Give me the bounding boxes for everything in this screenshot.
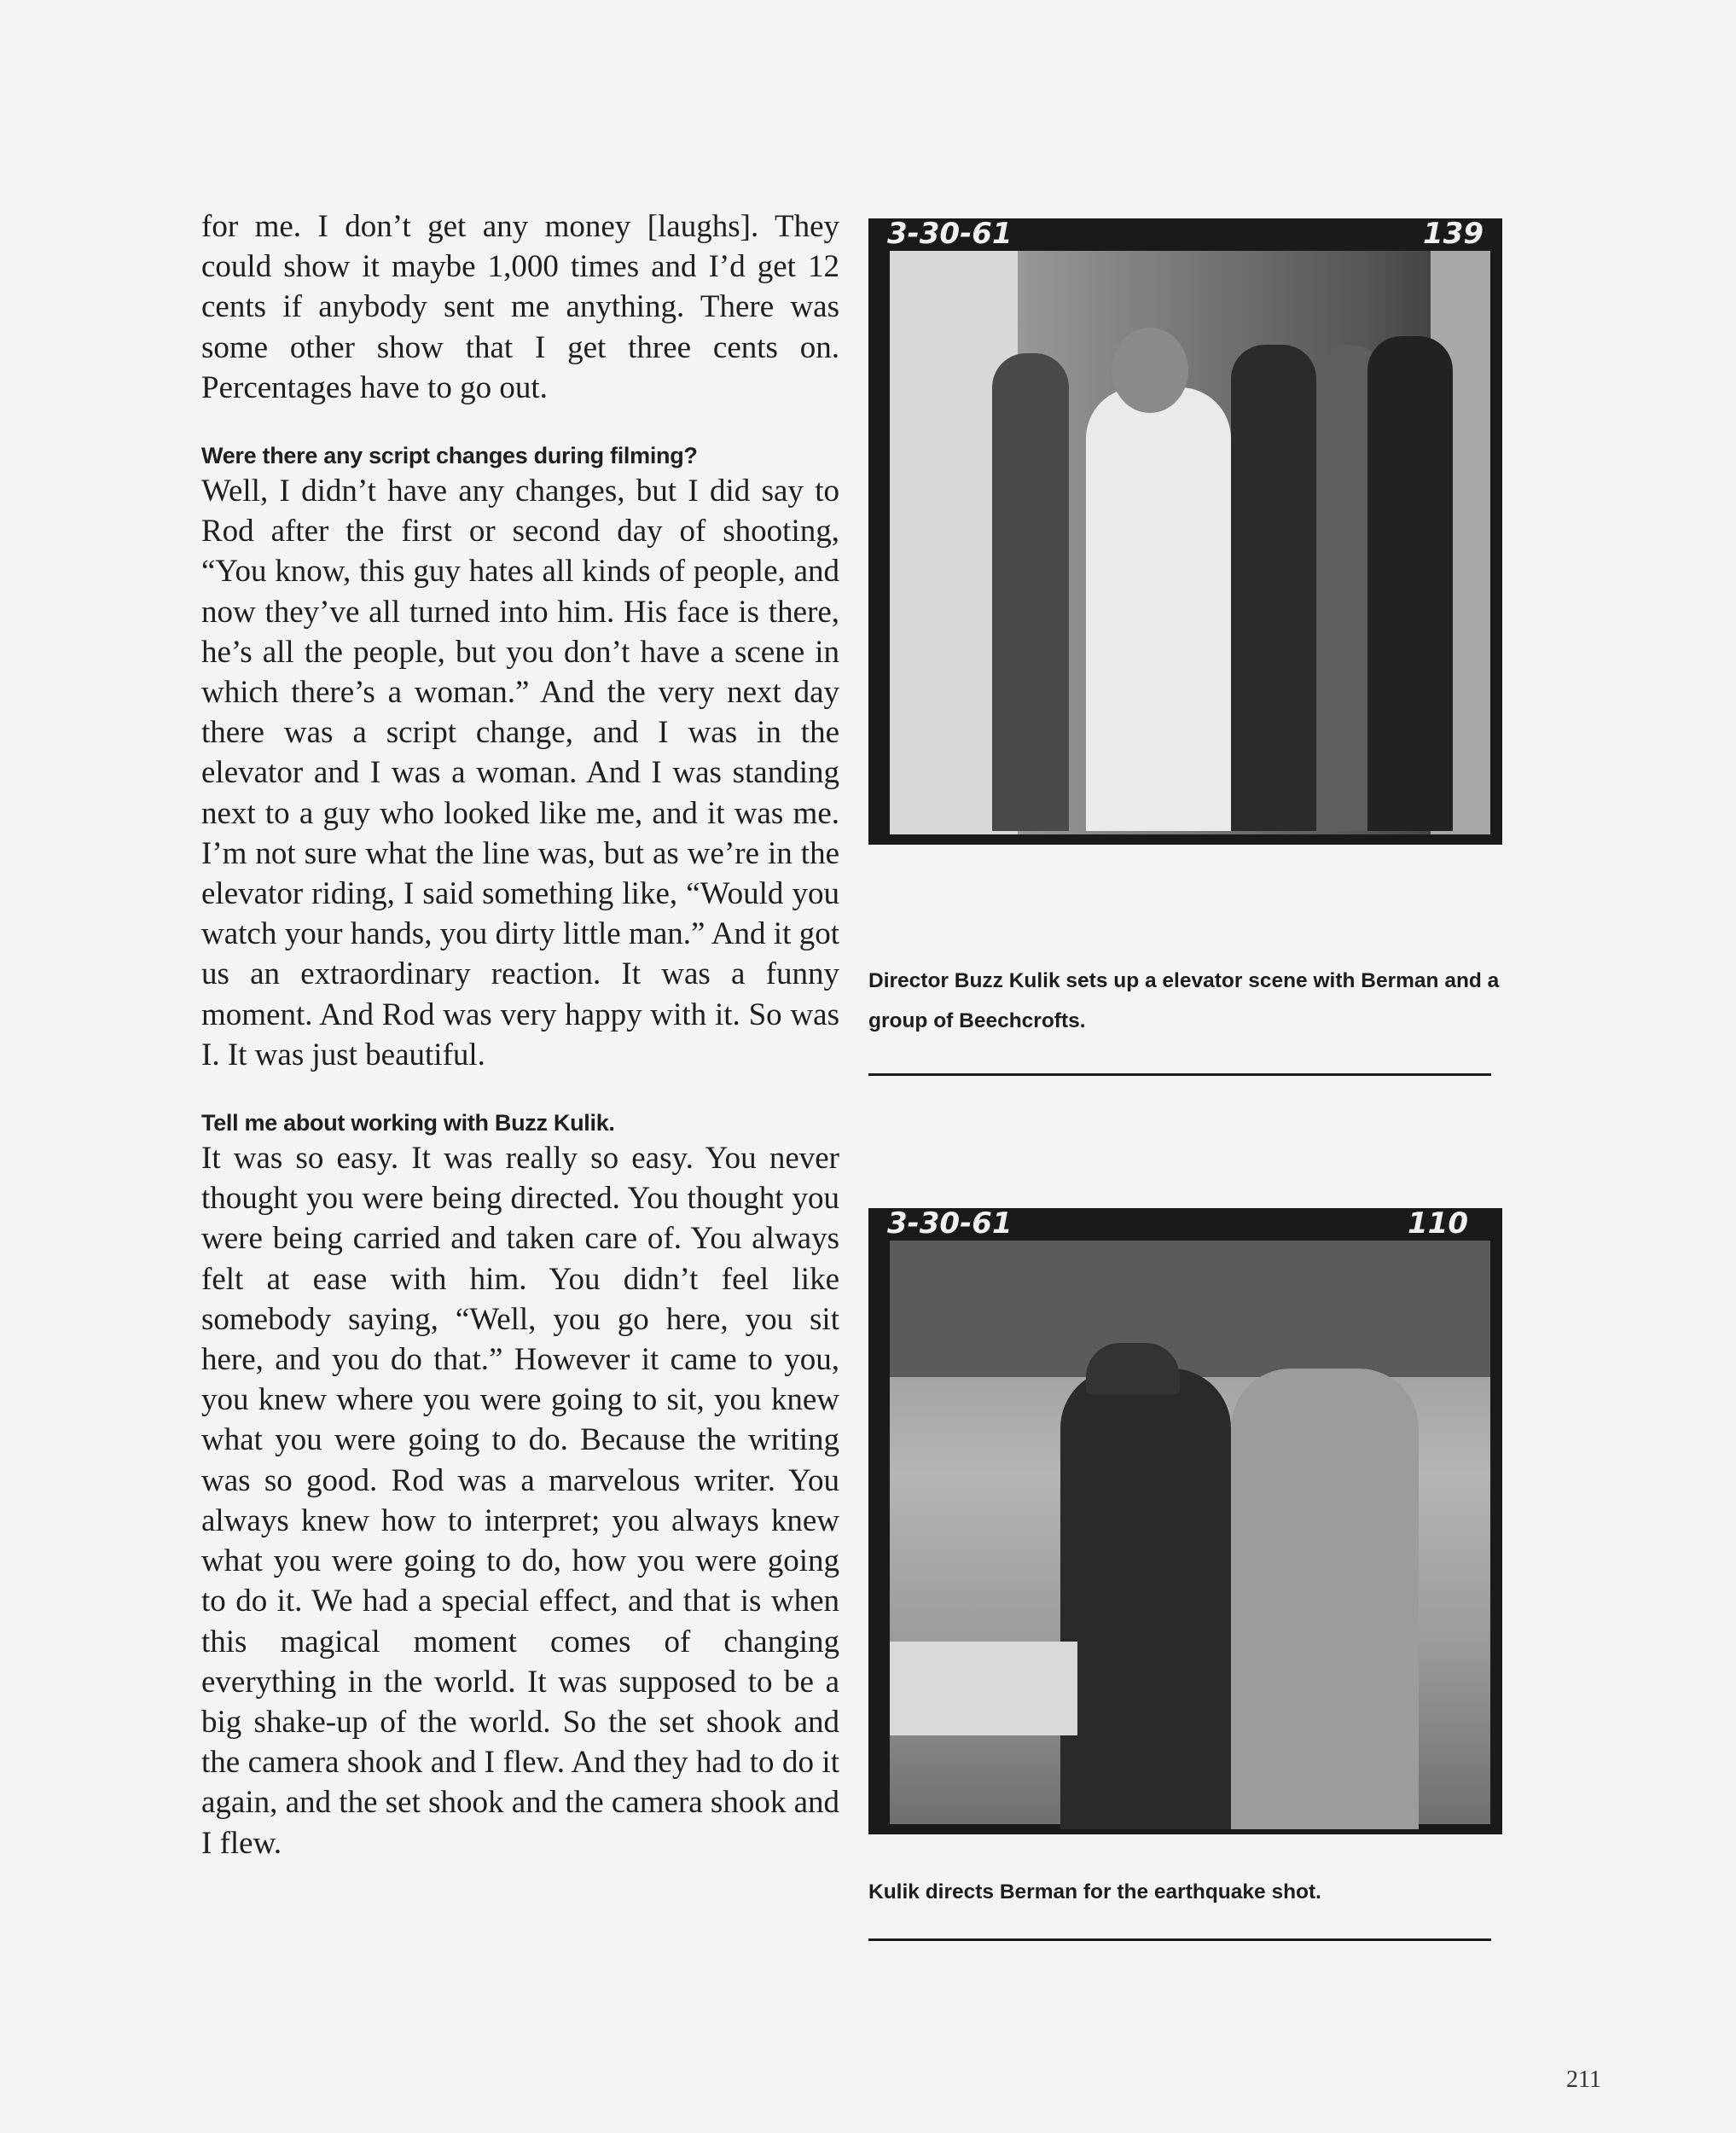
- body-paragraph-1: for me. I don’t get any money [laughs]. They could show it maybe 1,000 times and I’d get 12 cents if anybody sent me anything. There was some other show that I get three cents on. Percentages have to go out.: [201, 209, 839, 405]
- question-heading-1: Were there any script changes during filming?: [201, 443, 698, 469]
- text-column: [201, 206, 839, 1863]
- photo-caption-2: Kulik directs Berman for the earthquake shot.: [868, 1880, 1321, 1903]
- body-paragraph-3: It was so easy. It was really so easy. You never thought you were being directed. You thought you were being carried and taken care of. You always felt at ease with him. You didn’t feel like somebody saying, “Well, you go here, you sit here, and you do that.” However it came to you, you knew where you were going to sit, you knew what you were going to do. Because the writing was so good. Rod was a marvelous writer. You always knew how to interpret; you always knew what you were going to do, how you were going to do it. We had a special effect, and that is when this magical moment comes of changing everything in the world. It was supposed to be a big shake-up of the world. So the set shook and the camera shook and I flew. And they had to do it again, and the set shook and the camera shook and I flew.: [201, 1141, 839, 1861]
- photo-earthquake-shot: [868, 1208, 1502, 1834]
- photo-frame-number: 139: [1423, 218, 1483, 251]
- caption-rule-2: [868, 1938, 1491, 1941]
- photo-date-mark: 3-30-61: [887, 1208, 1013, 1241]
- photo-date-mark: 3-30-61: [887, 218, 1013, 251]
- photo-frame-number: 110: [1408, 1208, 1468, 1241]
- photo-elevator-scene: [868, 218, 1502, 845]
- caption-rule-1: [868, 1073, 1491, 1076]
- question-heading-2: Tell me about working with Buzz Kulik.: [201, 1110, 615, 1136]
- photo-image-area: [890, 251, 1490, 834]
- photo-caption-1: Director Buzz Kulik sets up a elevator scene with Berman and a group of Beechcrofts.: [868, 969, 1500, 1032]
- page-number: 211: [1566, 2066, 1601, 2093]
- photo-image-area: [890, 1241, 1490, 1824]
- body-paragraph-2: Well, I didn’t have any changes, but I did say to Rod after the first or second day of shooting, “You know, this guy hates all kinds of people, and now they’ve all turned into him. His face is there, he’s all the people, but you don’t have a scene in which there’s a woman.” And the very next day there was a script change, and I was in the elevator and I was a woman. And I was standing next to a guy who looked like me, and it was me. I’m not sure what the line was, but as we’re in the elevator riding, I said something like, “Would you watch your hands, you dirty little man.” And it got us an extraordinary reaction. It was a funny moment. And Rod was very happy with it. So was I. It was just beautiful.: [201, 474, 839, 1072]
